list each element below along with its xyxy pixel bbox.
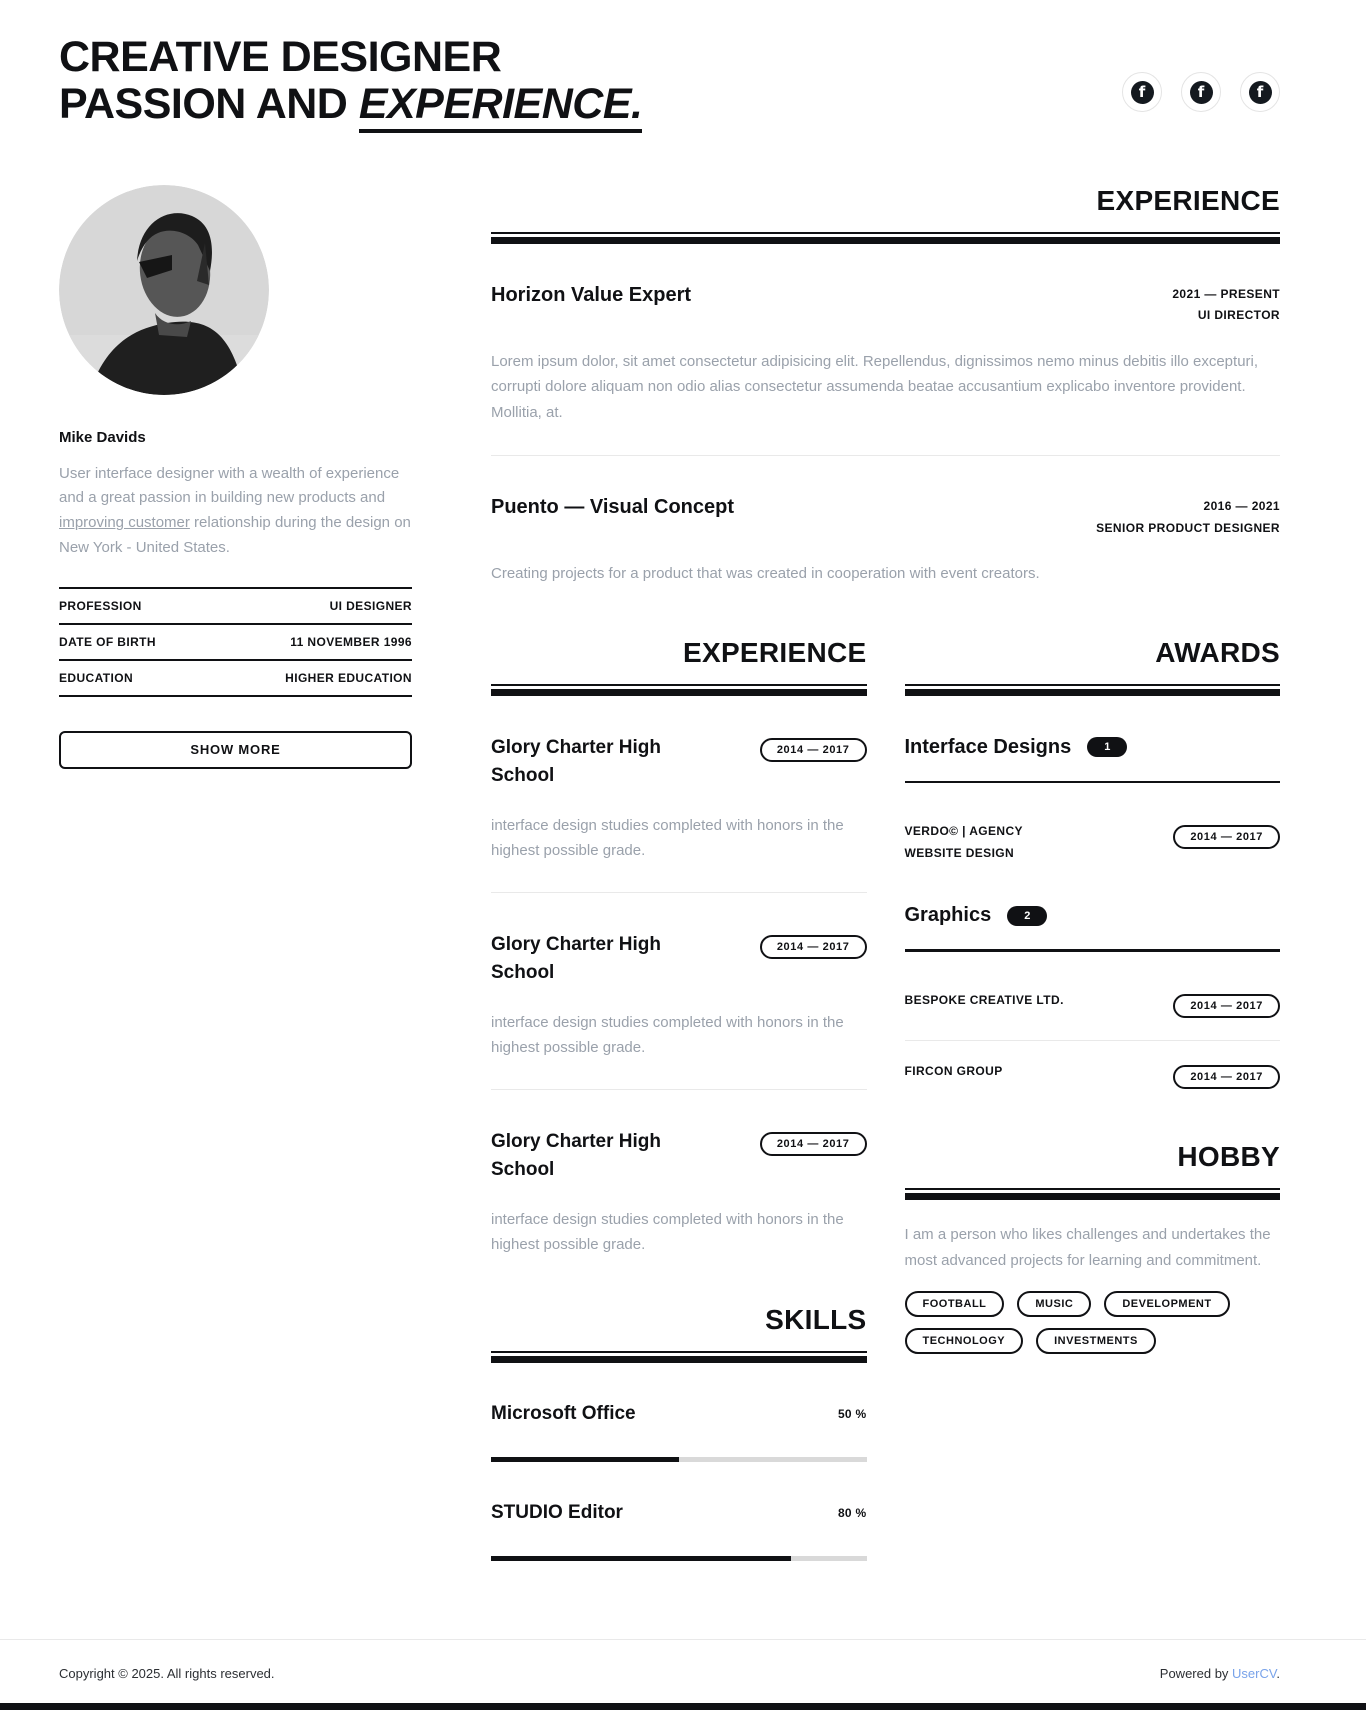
education-school: Glory Charter High School [491, 933, 661, 984]
section-rule [905, 1188, 1281, 1200]
copyright-text: Copyright © 2025. All rights reserved. [59, 1665, 275, 1681]
bottom-bar [0, 1703, 1366, 1710]
education-description: interface design studies completed with honors in the highest possible grade. [491, 1210, 844, 1254]
section-rule [491, 232, 1280, 244]
skill-bar-fill [491, 1556, 791, 1561]
facebook-button[interactable] [1181, 72, 1221, 112]
award-period-pill: 2014 — 2017 [1173, 825, 1280, 849]
education-description: interface design studies completed with honors in the highest possible grade. [491, 1013, 844, 1057]
education-description: interface design studies completed with honors in the highest possible grade. [491, 816, 844, 860]
education-entry [491, 931, 867, 1061]
powered-suffix: . [1276, 1665, 1280, 1681]
header [59, 34, 1280, 129]
footer [0, 1639, 1366, 1710]
award-count-badge: 1 [1087, 737, 1127, 757]
work-entry [491, 284, 1280, 426]
entry-meta [1096, 496, 1280, 539]
education-entry [491, 1128, 867, 1258]
experience-heading: EXPERIENCE [1096, 184, 1280, 216]
facebook-button[interactable] [1122, 72, 1162, 112]
award-entry [905, 1061, 1281, 1089]
date-pill: 2014 — 2017 [760, 1132, 867, 1156]
hobby-tags [905, 1291, 1281, 1354]
education-heading: EXPERIENCE [683, 636, 867, 668]
entry-period: 2021 — PRESENT [1172, 286, 1280, 301]
education-section [491, 637, 867, 1258]
entry-company: Puento — Visual Concept [491, 496, 734, 519]
left-column [491, 637, 867, 1561]
award-period-pill: 2014 — 2017 [1173, 1065, 1280, 1089]
section-rule [491, 684, 867, 696]
skill-name: STUDIO Editor [491, 1501, 623, 1523]
entry-period: 2016 — 2021 [1203, 499, 1280, 514]
hobby-tag: FOOTBALL [905, 1291, 1005, 1317]
section-rule [905, 684, 1281, 696]
hobby-text: I am a person who likes challenges and undertakes the most advanced projects for learning and commitment. [904, 1226, 1271, 1269]
profile-name: Mike Davids [59, 428, 146, 446]
award-period-pill: 2014 — 2017 [1173, 994, 1280, 1018]
hobby-tag: DEVELOPMENT [1104, 1291, 1229, 1317]
skill-percent: 80 % [837, 1505, 867, 1520]
entry-description: Creating projects for a product that was created in cooperation with event creators. [491, 565, 1040, 583]
facebook-icon: f [1190, 81, 1213, 104]
bio-text-before: User interface designer with a wealth of experience and a great passion in building new products and [59, 464, 400, 507]
education-school: Glory Charter High School [491, 736, 661, 787]
entry-role: SENIOR PRODUCT DESIGNER [1096, 520, 1280, 535]
fact-label: EDUCATION [59, 670, 134, 685]
facebook-button[interactable] [1240, 72, 1280, 112]
entry-company: Horizon Value Expert [491, 283, 692, 306]
sidebar [59, 185, 412, 769]
award-group [905, 736, 1281, 864]
hobby-tag: TECHNOLOGY [905, 1328, 1024, 1354]
experience-section [491, 185, 1280, 587]
education-school: Glory Charter High School [491, 1130, 661, 1181]
section-rule [491, 1351, 867, 1363]
awards-heading: AWARDS [1155, 636, 1280, 668]
work-entry [491, 496, 1280, 587]
award-entry [905, 821, 1281, 864]
bio-link[interactable]: improving customer [59, 514, 190, 532]
entry-divider [491, 1089, 867, 1090]
hobby-heading: HOBBY [1177, 1141, 1280, 1173]
award-rule [905, 781, 1281, 783]
hobby-tag: INVESTMENTS [1036, 1328, 1156, 1354]
award-category-title: Interface Designs [904, 735, 1072, 758]
entry-divider [491, 892, 867, 893]
award-rule [905, 949, 1281, 952]
award-group [905, 904, 1281, 1089]
entry-meta [1172, 284, 1280, 327]
entry-divider [905, 1040, 1281, 1041]
skill-bar [491, 1457, 867, 1462]
award-org-line1: VERDO© | AGENCY [904, 823, 1023, 838]
awards-section [905, 637, 1281, 1089]
fact-row-education [59, 659, 412, 695]
bio-text-after: relationship during the design on New York - United States. [59, 514, 411, 556]
skill-item [491, 1502, 867, 1561]
fact-label: DATE OF BIRTH [59, 634, 156, 649]
show-more-button[interactable]: SHOW MORE [59, 731, 412, 769]
fact-row-date-of-birth [59, 623, 412, 659]
award-org [905, 1061, 1003, 1083]
facebook-icon: f [1131, 81, 1154, 104]
page-title [59, 34, 642, 129]
powered-by [1160, 1666, 1280, 1681]
usercv-link[interactable]: UserCV [1232, 1665, 1277, 1681]
powered-prefix: Powered by [1159, 1665, 1233, 1681]
hobby-section [905, 1141, 1281, 1354]
section-divider [491, 455, 1280, 456]
social-links [1122, 72, 1280, 112]
entry-role: UI DIRECTOR [1197, 308, 1280, 323]
skill-name: Microsoft Office [491, 1402, 636, 1424]
fact-value: HIGHER EDUCATION [285, 670, 412, 685]
profile-photo [59, 185, 269, 395]
profile-bio [59, 462, 412, 561]
award-org-line2: WEBSITE DESIGN [904, 845, 1015, 860]
skill-item [491, 1403, 867, 1462]
education-entry [491, 734, 867, 864]
fact-value: UI DESIGNER [329, 598, 412, 613]
title-emphasis: EXPERIENCE. [359, 80, 643, 133]
award-org [905, 821, 1023, 864]
main-content [491, 185, 1280, 1561]
date-pill: 2014 — 2017 [760, 738, 867, 762]
award-entry [905, 990, 1281, 1018]
skill-bar-fill [491, 1457, 679, 1462]
award-count-badge: 2 [1007, 906, 1047, 926]
title-line2-prefix: PASSION AND [59, 80, 359, 129]
date-pill: 2014 — 2017 [760, 935, 867, 959]
fact-label: PROFESSION [59, 598, 142, 613]
entry-description: Lorem ipsum dolor, sit amet consectetur adipisicing elit. Repellendus, dignissimos nemo minus debitis illo excepturi, corrupti dolore aliquam non odio alias consectetur assumenda beatae accusantium explicabo inventore provident. Mollitia, at. [491, 352, 1259, 421]
fact-row-profession [59, 587, 412, 623]
title-line1: CREATIVE DESIGNER [59, 33, 502, 81]
hobby-tag: MUSIC [1017, 1291, 1091, 1317]
facts-table [59, 587, 412, 697]
skill-bar [491, 1556, 867, 1561]
skills-heading: SKILLS [765, 1303, 867, 1335]
award-org [905, 990, 1064, 1012]
award-category-title: Graphics [904, 904, 992, 927]
right-column [905, 637, 1281, 1354]
skills-section [491, 1304, 867, 1561]
fact-value: 11 NOVEMBER 1996 [290, 634, 412, 649]
facebook-icon: f [1249, 81, 1272, 104]
award-org-line1: FIRCON GROUP [904, 1064, 1003, 1079]
award-org-line1: BESPOKE CREATIVE LTD. [904, 993, 1064, 1008]
skill-percent: 50 % [837, 1406, 867, 1421]
